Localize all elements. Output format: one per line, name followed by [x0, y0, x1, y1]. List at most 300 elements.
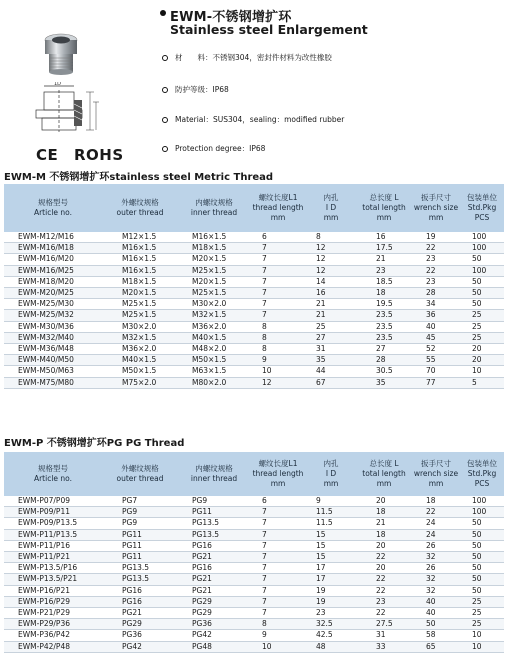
- table-row: [4, 574, 504, 585]
- table-cell: M12×1.5: [102, 232, 178, 243]
- bullet-ring-icon: [162, 146, 168, 152]
- table-cell: PG9: [178, 496, 250, 507]
- table-row: [4, 366, 504, 377]
- table-cell: PG42: [178, 630, 250, 641]
- spec-protection-en: [162, 143, 265, 154]
- column-header-line: outer thread: [116, 208, 164, 217]
- table-cell: EWM-P11/P13.5: [4, 529, 102, 540]
- table-cell: 18: [412, 496, 460, 507]
- table-cell: 27: [306, 332, 356, 343]
- table-cell: 40: [412, 608, 460, 619]
- table-cell: 18.5: [356, 276, 412, 287]
- table-cell: 16: [356, 232, 412, 243]
- table-cell: 9: [250, 355, 306, 366]
- column-header: [306, 184, 356, 232]
- table-cell: 7: [250, 585, 306, 596]
- table-row: [4, 641, 504, 652]
- table-cell: 25: [306, 321, 356, 332]
- table-cell: PG21: [178, 574, 250, 585]
- drawing-label: 1D: [54, 82, 62, 87]
- column-header-line: PCS: [474, 213, 490, 222]
- table-cell: EWM-P09/P13.5: [4, 518, 102, 529]
- table-cell: 10: [250, 641, 306, 652]
- table-cell: 11.5: [306, 507, 356, 518]
- table-row: [4, 276, 504, 287]
- table-cell: 22: [412, 265, 460, 276]
- column-header-line: wrench size: [413, 203, 459, 212]
- column-header-line: PCS: [474, 479, 490, 488]
- table-cell: 10: [250, 366, 306, 377]
- table-cell: 18: [356, 288, 412, 299]
- table-cell: 23: [412, 254, 460, 265]
- table-cell: 100: [460, 496, 504, 507]
- table-cell: 7: [250, 552, 306, 563]
- table-cell: PG16: [178, 563, 250, 574]
- table-row: [4, 265, 504, 276]
- table-row: [4, 299, 504, 310]
- column-header-line: 内螺纹规格: [195, 464, 233, 473]
- column-header-line: 内孔: [323, 459, 339, 468]
- table-cell: 50: [460, 518, 504, 529]
- column-header-line: 螺纹长度L1: [258, 193, 298, 202]
- column-header: [102, 452, 178, 496]
- column-header-line: thread length: [252, 203, 304, 212]
- table-cell: 44: [306, 366, 356, 377]
- table-cell: 15: [306, 540, 356, 551]
- column-header: [460, 452, 504, 496]
- table-cell: EWM-M25/M30: [4, 299, 102, 310]
- table-cell: 34: [412, 299, 460, 310]
- table-cell: EWM-M36/M48: [4, 344, 102, 355]
- bullet-ring-icon: [162, 117, 168, 123]
- column-header-line: mm: [270, 213, 286, 222]
- column-header-line: I D: [325, 469, 337, 478]
- column-header: [250, 452, 306, 496]
- table-cell: EWM-P13.5/P16: [4, 563, 102, 574]
- table-cell: 23.5: [356, 332, 412, 343]
- table-cell: PG9: [102, 518, 178, 529]
- table-cell: 6: [250, 232, 306, 243]
- table-cell: 30.5: [356, 366, 412, 377]
- table-row: [4, 585, 504, 596]
- table-cell: 58: [412, 630, 460, 641]
- table-cell: 17: [306, 563, 356, 574]
- column-header-line: Article no.: [33, 474, 73, 483]
- metric-table: [4, 184, 504, 389]
- table-cell: 10: [460, 366, 504, 377]
- table-row: [4, 232, 504, 243]
- table-cell: 5: [460, 377, 504, 388]
- table-cell: PG13.5: [178, 529, 250, 540]
- table-cell: PG7: [102, 496, 178, 507]
- column-header-line: 包装单位: [467, 459, 497, 468]
- column-header-line: 螺纹长度L1: [258, 459, 298, 468]
- table-cell: EWM-M75/M80: [4, 377, 102, 388]
- table-cell: EWM-P16/P21: [4, 585, 102, 596]
- table-cell: 70: [412, 366, 460, 377]
- table-cell: EWM-P07/P09: [4, 496, 102, 507]
- table-cell: PG29: [178, 608, 250, 619]
- table-cell: 100: [460, 232, 504, 243]
- table-cell: PG9: [102, 507, 178, 518]
- table-cell: 65: [412, 641, 460, 652]
- table-row: [4, 563, 504, 574]
- table-cell: EWM-P11/P16: [4, 540, 102, 551]
- table-cell: 35: [356, 377, 412, 388]
- rohs-mark: ROHS: [74, 146, 124, 164]
- table-cell: 23.5: [356, 321, 412, 332]
- table-cell: 7: [250, 276, 306, 287]
- table-cell: M18×1.5: [178, 243, 250, 254]
- table-cell: 27.5: [356, 619, 412, 630]
- table-cell: 23.5: [356, 310, 412, 321]
- table-cell: 50: [460, 552, 504, 563]
- table-cell: 20: [356, 496, 412, 507]
- table-cell: 50: [460, 254, 504, 265]
- table-row: [4, 529, 504, 540]
- table-cell: PG11: [102, 540, 178, 551]
- table-cell: 8: [306, 232, 356, 243]
- column-header: [356, 184, 412, 232]
- table-cell: PG29: [102, 619, 178, 630]
- table-cell: 17: [306, 574, 356, 585]
- spec-text: Material：SUS304，sealing：modified rubber: [175, 115, 345, 124]
- table-cell: 19: [306, 585, 356, 596]
- product-photo: [36, 30, 86, 80]
- spec-text: 防护等级：IP68: [175, 85, 229, 94]
- page-subtitle: Stainless steel Enlargement: [170, 22, 368, 37]
- table-cell: 20: [356, 563, 412, 574]
- table-cell: 7: [250, 507, 306, 518]
- table-cell: 8: [250, 344, 306, 355]
- column-header: [306, 452, 356, 496]
- table-cell: EWM-M50/M63: [4, 366, 102, 377]
- table-cell: 14: [306, 276, 356, 287]
- table-cell: 50: [460, 585, 504, 596]
- table-cell: 25: [460, 310, 504, 321]
- table-cell: 22: [412, 243, 460, 254]
- table-cell: 19: [306, 596, 356, 607]
- column-header: [178, 184, 250, 232]
- table-cell: 31: [306, 344, 356, 355]
- table-cell: M18×1.5: [102, 276, 178, 287]
- table-row: [4, 630, 504, 641]
- table-row: [4, 619, 504, 630]
- table-cell: 12: [306, 254, 356, 265]
- table-cell: PG13.5: [102, 574, 178, 585]
- column-header: [412, 184, 460, 232]
- column-header-line: mm: [428, 213, 444, 222]
- table-cell: 32: [412, 585, 460, 596]
- table-cell: 21: [306, 310, 356, 321]
- table-cell: PG11: [178, 507, 250, 518]
- table-cell: M16×1.5: [102, 265, 178, 276]
- table-cell: 31: [356, 630, 412, 641]
- column-header-line: outer thread: [116, 474, 164, 483]
- table-cell: 77: [412, 377, 460, 388]
- table-row: [4, 552, 504, 563]
- spec-material-cn: [162, 52, 332, 63]
- table-cell: 8: [250, 619, 306, 630]
- ce-mark: CE: [36, 146, 59, 164]
- table-cell: M40×1.5: [102, 355, 178, 366]
- table-cell: M32×1.5: [102, 332, 178, 343]
- column-header-line: 外螺纹规格: [121, 198, 159, 207]
- column-header-line: 内孔: [323, 193, 339, 202]
- bullet-ring-icon: [162, 87, 168, 93]
- table-cell: 7: [250, 596, 306, 607]
- table-cell: 7: [250, 310, 306, 321]
- table-cell: 9: [250, 630, 306, 641]
- table-cell: 36: [412, 310, 460, 321]
- table-cell: 17.5: [356, 243, 412, 254]
- table-row: [4, 518, 504, 529]
- table-cell: 7: [250, 288, 306, 299]
- table-cell: 32.5: [306, 619, 356, 630]
- table-cell: 25: [460, 332, 504, 343]
- table-cell: M16×1.5: [102, 254, 178, 265]
- table-cell: EWM-P11/P21: [4, 552, 102, 563]
- table-cell: 7: [250, 529, 306, 540]
- table-row: [4, 332, 504, 343]
- table-cell: 50: [412, 619, 460, 630]
- table-cell: M48×2.0: [178, 344, 250, 355]
- table-cell: EWM-M16/M18: [4, 243, 102, 254]
- table-cell: M25×1.5: [178, 288, 250, 299]
- table-row: [4, 254, 504, 265]
- table-cell: EWM-M30/M36: [4, 321, 102, 332]
- table-cell: 20: [460, 344, 504, 355]
- column-header-line: mm: [323, 479, 339, 488]
- table-row: [4, 540, 504, 551]
- table-cell: 32: [412, 574, 460, 585]
- table-cell: M20×1.5: [178, 276, 250, 287]
- table-cell: PG13.5: [102, 563, 178, 574]
- table-row: [4, 377, 504, 388]
- table-cell: 24: [412, 529, 460, 540]
- table-cell: EWM-P36/P42: [4, 630, 102, 641]
- table-row: [4, 310, 504, 321]
- table-cell: EWM-M25/M32: [4, 310, 102, 321]
- table-cell: 23: [412, 276, 460, 287]
- column-header-line: mm: [323, 213, 339, 222]
- table-cell: 50: [460, 574, 504, 585]
- table-cell: 25: [460, 596, 504, 607]
- table-cell: 28: [356, 355, 412, 366]
- table-cell: 8: [250, 332, 306, 343]
- table-cell: PG11: [102, 529, 178, 540]
- column-header-line: inner thread: [190, 474, 238, 483]
- table-cell: M20×1.5: [178, 254, 250, 265]
- column-header-line: thread length: [252, 469, 304, 478]
- table-cell: PG21: [102, 608, 178, 619]
- column-header-line: mm: [428, 479, 444, 488]
- column-header-line: 包装单位: [467, 193, 497, 202]
- table-cell: 12: [306, 265, 356, 276]
- table-cell: 7: [250, 265, 306, 276]
- table-cell: 26: [412, 563, 460, 574]
- pg-section-title: EWM-P 不锈钢增扩环PG PG Thread: [4, 438, 185, 449]
- table-cell: EWM-M20/M25: [4, 288, 102, 299]
- column-header: [4, 452, 102, 496]
- table-cell: 22: [356, 574, 412, 585]
- column-header-line: mm: [270, 479, 286, 488]
- table-cell: 7: [250, 608, 306, 619]
- table-cell: 52: [412, 344, 460, 355]
- table-row: [4, 608, 504, 619]
- table-cell: 40: [412, 596, 460, 607]
- table-cell: 26: [412, 540, 460, 551]
- table-cell: 6: [250, 496, 306, 507]
- column-header-line: I D: [325, 203, 337, 212]
- table-cell: 7: [250, 299, 306, 310]
- table-row: [4, 496, 504, 507]
- table-cell: PG11: [102, 552, 178, 563]
- table-cell: EWM-M32/M40: [4, 332, 102, 343]
- table-cell: 7: [250, 540, 306, 551]
- table-cell: EWM-M12/M16: [4, 232, 102, 243]
- table-cell: 22: [356, 552, 412, 563]
- table-cell: 25: [460, 321, 504, 332]
- table-cell: 8: [250, 321, 306, 332]
- table-cell: 10: [460, 641, 504, 652]
- spec-text: Protection degree：IP68: [175, 144, 266, 153]
- table-cell: 33: [356, 641, 412, 652]
- table-cell: 100: [460, 243, 504, 254]
- table-cell: EWM-P42/P48: [4, 641, 102, 652]
- table-cell: 42.5: [306, 630, 356, 641]
- table-cell: 7: [250, 518, 306, 529]
- technical-drawing: [30, 82, 110, 134]
- table-cell: 25: [460, 608, 504, 619]
- table-cell: 100: [460, 507, 504, 518]
- table-cell: 10: [460, 630, 504, 641]
- table-cell: EWM-M16/M25: [4, 265, 102, 276]
- table-cell: M30×2.0: [102, 321, 178, 332]
- table-cell: PG16: [102, 585, 178, 596]
- column-header: [178, 452, 250, 496]
- column-header-line: Std.Pkg: [467, 469, 497, 478]
- table-cell: 50: [460, 529, 504, 540]
- table-cell: 50: [460, 540, 504, 551]
- table-cell: M32×1.5: [178, 310, 250, 321]
- column-header-line: 规格型号: [38, 198, 68, 207]
- table-cell: 22: [412, 507, 460, 518]
- table-cell: 20: [356, 540, 412, 551]
- column-header: [4, 184, 102, 232]
- table-cell: 11.5: [306, 518, 356, 529]
- table-cell: 23: [306, 608, 356, 619]
- table-cell: M36×2.0: [102, 344, 178, 355]
- table-row: [4, 344, 504, 355]
- table-cell: EWM-P21/P29: [4, 608, 102, 619]
- table-cell: 7: [250, 574, 306, 585]
- column-header-line: 总长度 L: [369, 193, 399, 202]
- table-cell: EWM-M16/M20: [4, 254, 102, 265]
- table-cell: 12: [250, 377, 306, 388]
- table-cell: 19.5: [356, 299, 412, 310]
- table-cell: M30×2.0: [178, 299, 250, 310]
- table-cell: M63×1.5: [178, 366, 250, 377]
- table-cell: M16×1.5: [102, 243, 178, 254]
- column-header-line: 规格型号: [38, 464, 68, 473]
- table-cell: PG16: [102, 596, 178, 607]
- table-cell: M40×1.5: [178, 332, 250, 343]
- table-cell: PG48: [178, 641, 250, 652]
- table-cell: M25×1.5: [102, 299, 178, 310]
- table-cell: PG36: [178, 619, 250, 630]
- table-cell: EWM-M18/M20: [4, 276, 102, 287]
- pg-table: [4, 452, 504, 653]
- table-cell: 67: [306, 377, 356, 388]
- table-cell: 32: [412, 552, 460, 563]
- title-bullet-icon: [160, 10, 166, 16]
- spec-text: 材 料：不锈钢304，密封件材料为改性橡胶: [175, 53, 332, 62]
- table-cell: 9: [306, 496, 356, 507]
- table-cell: 40: [412, 321, 460, 332]
- table-cell: 15: [306, 529, 356, 540]
- table-cell: 48: [306, 641, 356, 652]
- table-cell: EWM-P29/P36: [4, 619, 102, 630]
- column-header-line: 外螺纹规格: [121, 464, 159, 473]
- column-header-line: mm: [376, 213, 392, 222]
- table-cell: PG36: [102, 630, 178, 641]
- column-header-line: 内螺纹规格: [195, 198, 233, 207]
- table-cell: 25: [460, 619, 504, 630]
- table-row: [4, 507, 504, 518]
- table-cell: PG13.5: [178, 518, 250, 529]
- table-cell: M50×1.5: [178, 355, 250, 366]
- column-header-line: inner thread: [190, 208, 238, 217]
- table-cell: EWM-M40/M50: [4, 355, 102, 366]
- table-cell: 12: [306, 243, 356, 254]
- table-header-row: [4, 452, 504, 496]
- table-row: [4, 355, 504, 366]
- table-cell: 50: [460, 276, 504, 287]
- table-row: [4, 288, 504, 299]
- table-cell: 50: [460, 288, 504, 299]
- bullet-ring-icon: [162, 55, 168, 61]
- table-row: [4, 596, 504, 607]
- column-header-line: total length: [362, 203, 406, 212]
- table-cell: 20: [460, 355, 504, 366]
- table-cell: 23: [356, 596, 412, 607]
- table-cell: EWM-P16/P29: [4, 596, 102, 607]
- column-header-line: total length: [362, 469, 406, 478]
- certifications: [36, 146, 124, 164]
- table-cell: 7: [250, 254, 306, 265]
- table-cell: PG21: [178, 585, 250, 596]
- table-cell: PG29: [178, 596, 250, 607]
- table-cell: 21: [306, 299, 356, 310]
- table-cell: M20×1.5: [102, 288, 178, 299]
- table-cell: 35: [306, 355, 356, 366]
- table-cell: 7: [250, 563, 306, 574]
- table-header-row: [4, 184, 504, 232]
- table-cell: 21: [356, 518, 412, 529]
- table-cell: 100: [460, 265, 504, 276]
- table-cell: 22: [356, 608, 412, 619]
- metric-section-title: EWM-M 不锈钢增扩环stainless steel Metric Thread: [4, 172, 274, 183]
- column-header-line: Std.Pkg: [467, 203, 497, 212]
- table-cell: 22: [356, 585, 412, 596]
- spec-protection-cn: [162, 84, 229, 95]
- table-cell: M50×1.5: [102, 366, 178, 377]
- table-cell: PG16: [178, 540, 250, 551]
- table-cell: PG21: [178, 552, 250, 563]
- table-cell: EWM-P13.5/P21: [4, 574, 102, 585]
- table-row: [4, 243, 504, 254]
